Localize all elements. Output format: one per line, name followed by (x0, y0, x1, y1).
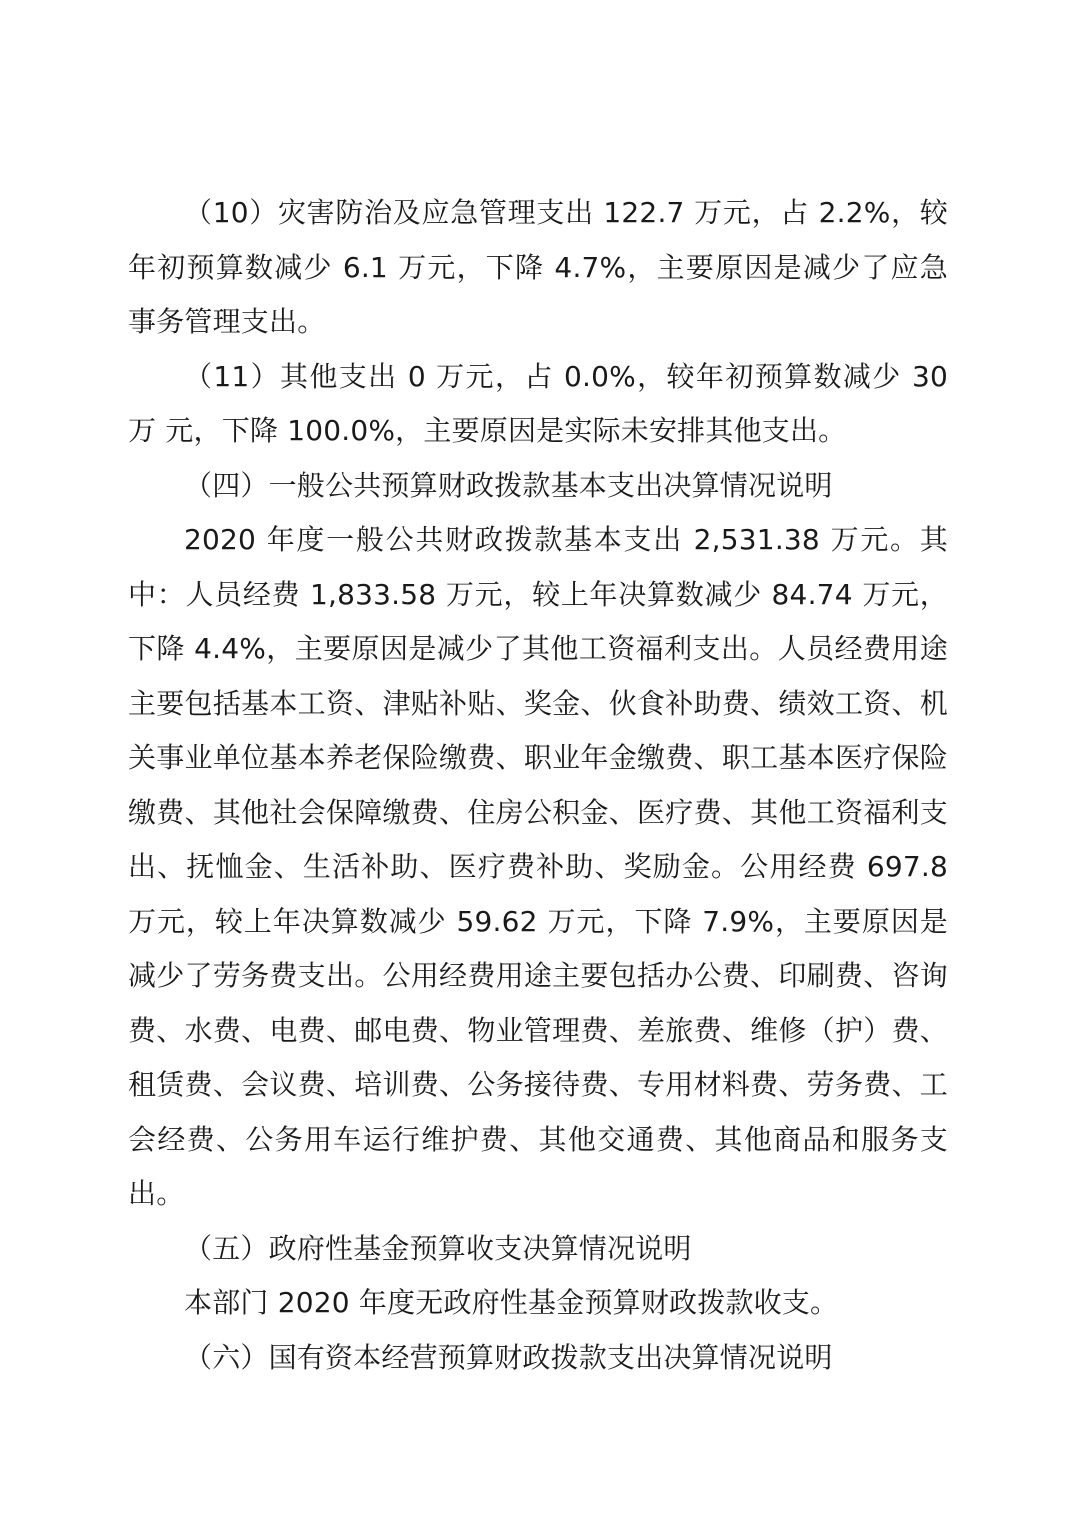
section-heading-state-capital: （六）国有资本经营预算财政拨款支出决算情况说明 (184, 1340, 833, 1374)
paragraph-government-fund-detail: 本部门 2020 年度无政府性基金预算财政拨款收支。 (184, 1286, 839, 1319)
paragraph-basic-expenditure-detail: 2020 年度一般公共财政拨款基本支出 2,531.38 万元。其中：人员经费 1,833.58 万元，较上年决算数减少 84.74 万元，下降 4.4%，主要原因是减少了其他工资福利支出。人员经费用途主要包括基本工资、津贴补贴、奖金、伙食补助费、绩效工资、机关事业单位基本养老保险缴费、职业年金缴费、职工基本医疗保险缴费、其他社会保障缴费、住房公积金、医疗费、其他工资福利支出、抚恤金、生活补助、医疗费补助、奖励金。公用经费 697.8 万元，较上年决算数减少 59.62 万元，下降 7.9%，主要原因是减少了劳务费支出。公用经费用途主要包括办公费、印刷费、咨询费、水费、电费、邮电费、物业管理费、差旅费、维修（护）费、租赁费、会议费、培训费、公务接待费、专用材料费、劳务费、工会经费、公务用车运行维护费、其他交通费、其他商品和服务支出。 (128, 523, 948, 1210)
paragraph-disaster-prevention: （10）灾害防治及应急管理支出 122.7 万元，占 2.2%，较年初预算数减少 6.1 万元，下降 4.7%，主要原因是减少了应急事务管理支出。 (128, 196, 948, 338)
section-heading-basic-expenditure: （四）一般公共预算财政拨款基本支出决算情况说明 (184, 468, 833, 502)
section-heading-government-fund: （五）政府性基金预算收支决算情况说明 (184, 1231, 692, 1265)
paragraph-other-expenditure: （11）其他支出 0 万元，占 0.0%，较年初预算数减少 30 万 元，下降 100.0%，主要原因是实际未安排其他支出。 (128, 359, 948, 447)
document-page (128, 186, 948, 1385)
